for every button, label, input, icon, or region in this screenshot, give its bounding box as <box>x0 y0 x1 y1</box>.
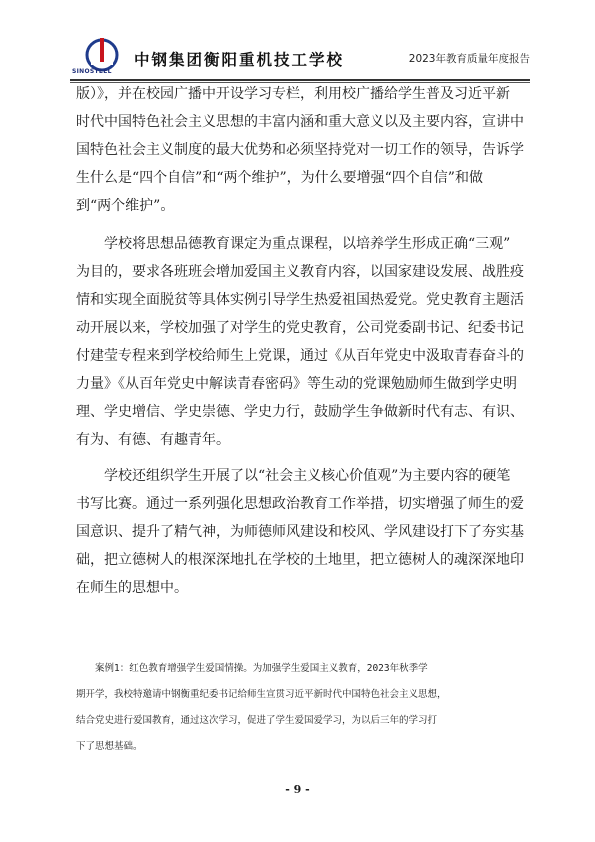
text-line: 础，把立德树人的根深深地扎在学校的土地里，把立德树人的魂深深地印 <box>76 552 524 568</box>
text-line: 情和实现全面脱贫等具体实例引导学生热爱祖国热爱党。党史教育主题活 <box>76 292 524 308</box>
case-line: 案例1：红色教育增强学生爱国情操。为加强学生爱国主义教育，2023年秋季学 <box>76 663 428 674</box>
case-line: 期开学，我校特邀请中钢衡重纪委书记给师生宣贯习近平新时代中国特色社会主义思想， <box>76 689 447 700</box>
text-line: 书写比赛。通过一系列强化思想政治教育工作举措，切实增强了师生的爱 <box>76 496 524 512</box>
paragraph <box>76 462 528 602</box>
text-line: 力量》《从百年党史中解读青春密码》等生动的党课勉励师生做到学史明 <box>76 376 517 392</box>
report-title: 2023年教育质量年度报告 <box>408 53 530 65</box>
case-line: 结合党史进行爱国教育，通过这次学习，促进了学生爱国爱学习，为以后三年的学习打 <box>76 715 438 726</box>
text-line: 动开展以来，学校加强了对学生的党史教育，公司党委副书记、纪委书记 <box>76 320 524 336</box>
text-line: 到“两个维护”。 <box>76 198 175 214</box>
paragraph <box>76 80 528 220</box>
text-line: 国特色社会主义制度的最大优势和必须坚持党对一切工作的领导，告诉学 <box>76 142 524 158</box>
logo-text: SINOSTEEL <box>72 68 112 75</box>
text-line: 版）》，并在校园广播中开设学习专栏，利用校广播给学生普及习近平新 <box>76 86 510 102</box>
school-name: 中钢集团衡阳重机技工学校 <box>134 50 345 69</box>
text-line: 在师生的思想中。 <box>76 580 188 596</box>
page-number: - 9 - <box>285 783 310 796</box>
text-line: 国意识、提升了精气神，为师德师风建设和校风、学风建设打下了夯实基 <box>76 524 524 540</box>
text-line: 为目的，要求各班班会增加爱国主义教育内容，以国家建设发展、战胜疫 <box>76 264 524 280</box>
text-line: 学校还组织学生开展了以“社会主义核心价值观”为主要内容的硬笔 <box>76 468 511 484</box>
paragraph <box>76 230 528 454</box>
text-line: 时代中国特色社会主义思想的丰富内涵和重大意义以及主要内容，宣讲中 <box>76 114 524 130</box>
text-line: 理、学史增信、学史崇德、学史力行，鼓励学生争做新时代有志、有识、 <box>76 404 524 420</box>
case-study <box>76 656 528 760</box>
text-line: 有为、有德、有趣青年。 <box>76 432 230 448</box>
text-line: 付建莹专程来到学校给师生上党课，通过《从百年党史中汲取青春奋斗的 <box>76 348 524 364</box>
page-header <box>70 36 530 78</box>
case-line: 下了思想基础。 <box>76 741 143 752</box>
text-line: 生什么是“四个自信”和“两个维护”，为什么要增强“四个自信”和做 <box>76 170 483 186</box>
body-text <box>76 80 528 602</box>
text-line: 学校将思想品德教育课定为重点课程，以培养学生形成正确“三观” <box>76 236 511 252</box>
